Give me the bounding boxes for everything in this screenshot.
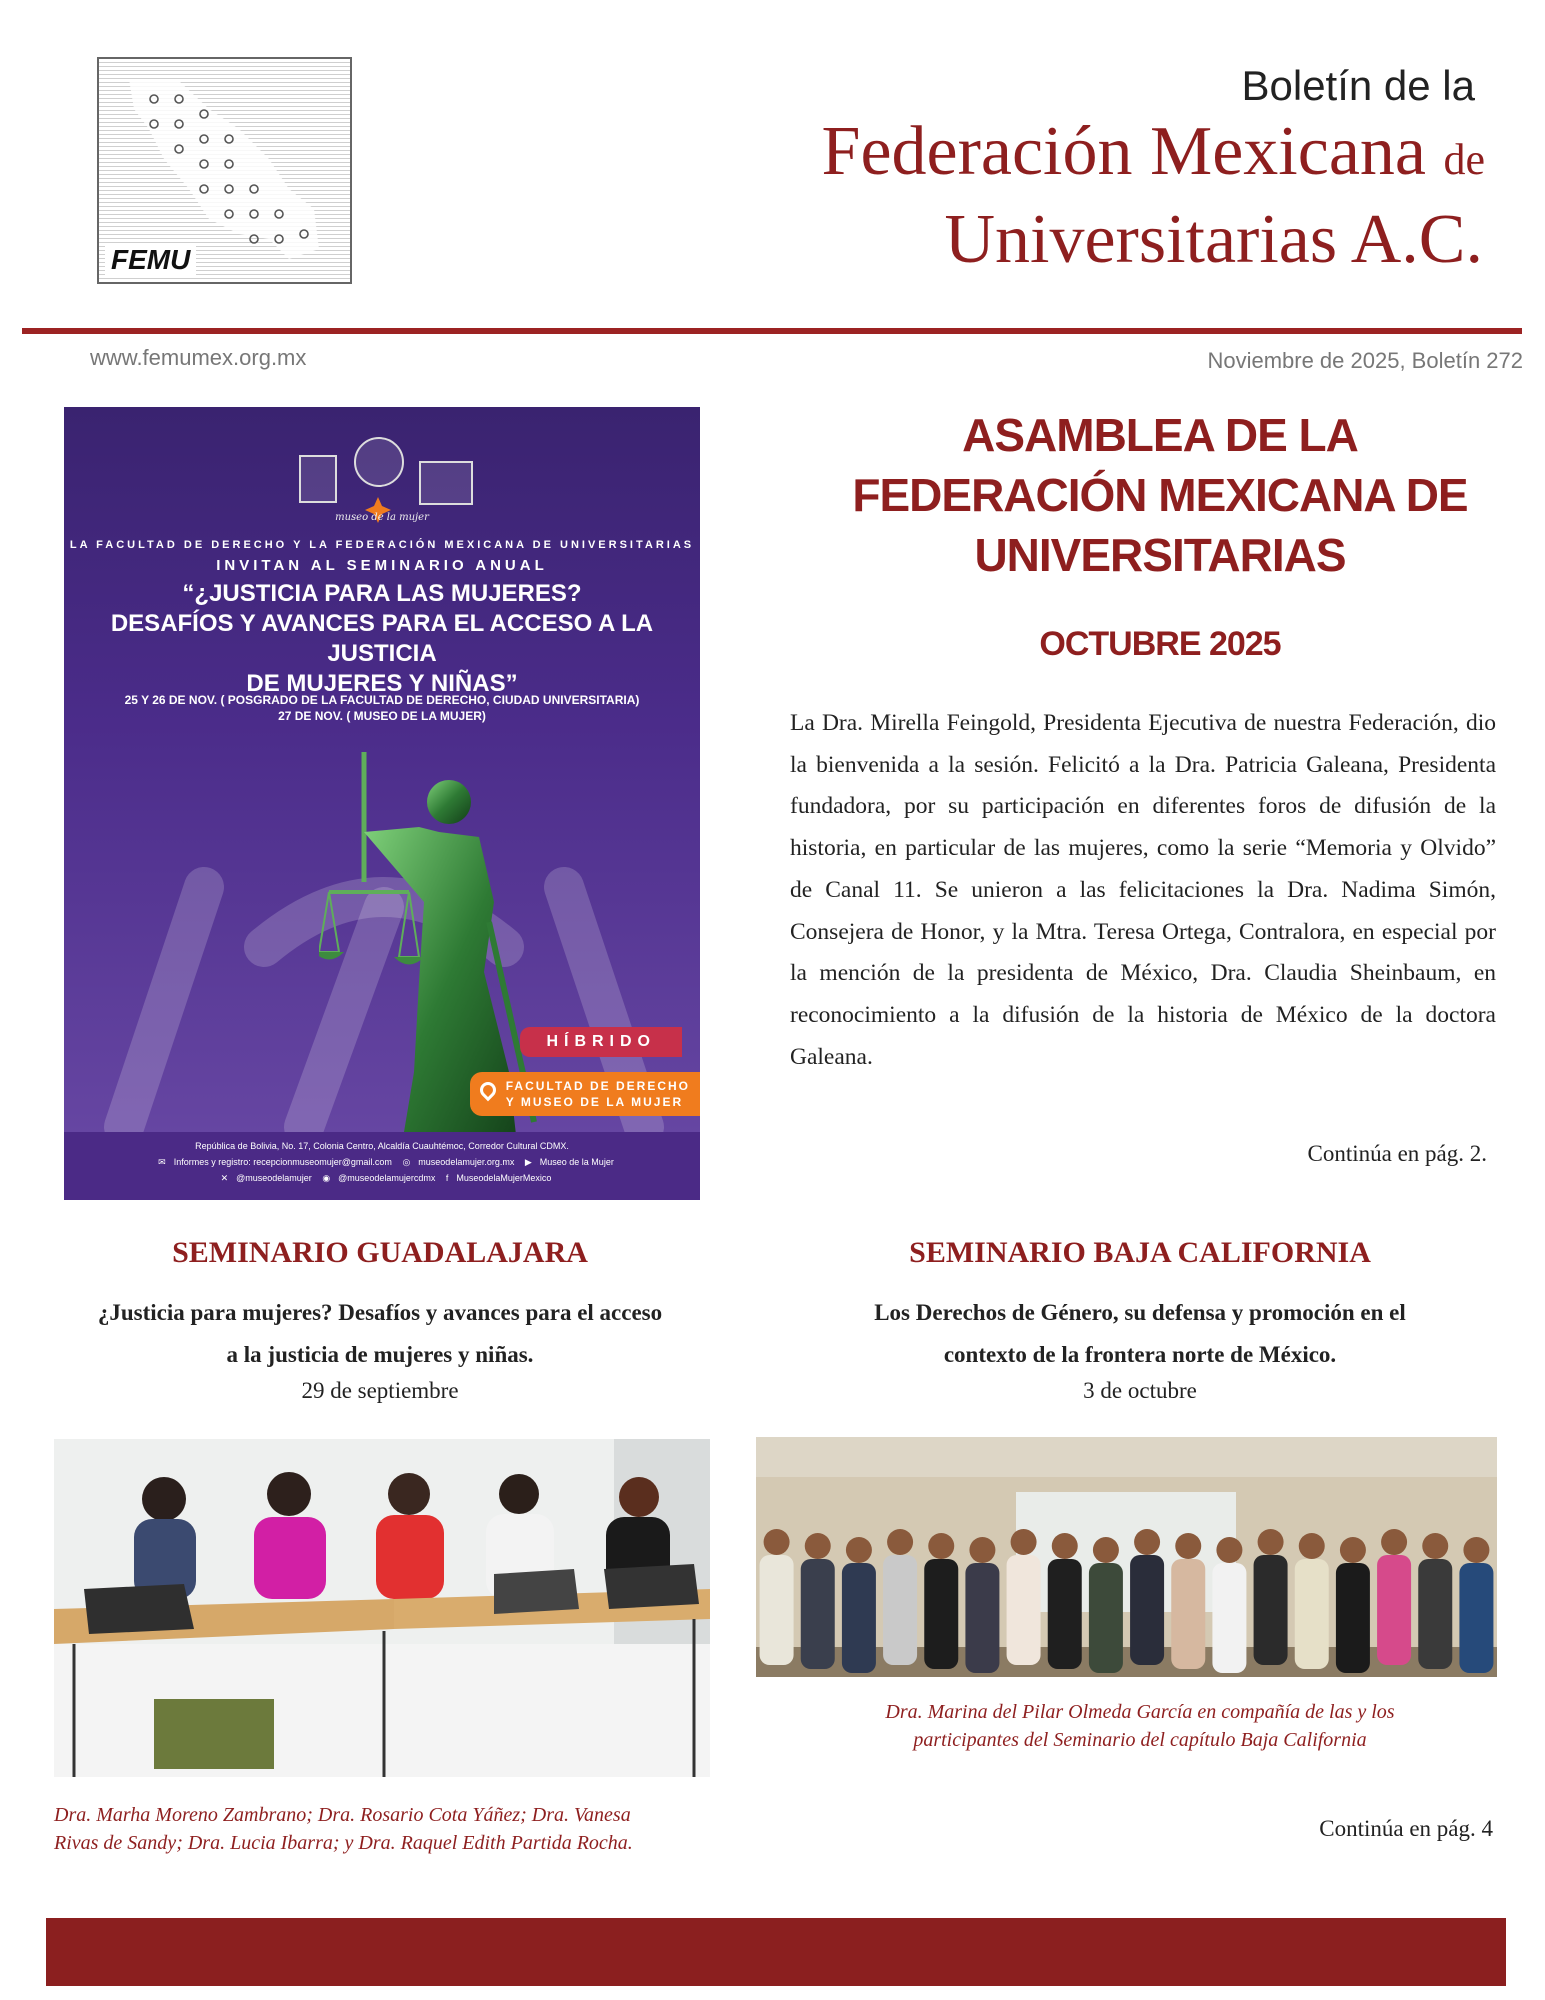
poster-invite-line1: LA FACULTAD DE DERECHO Y LA FEDERACIÓN MEXICANA DE UNIVERSITARIAS	[69, 539, 695, 551]
group-photo-image	[756, 1437, 1497, 1677]
seminar-gdl-photo	[54, 1439, 710, 1777]
email-icon: ✉	[158, 1157, 166, 1167]
seminar-gdl-caption-l2: Rivas de Sandy; Dra. Lucia Ibarra; y Dra. Raquel Edith Partida Rocha.	[54, 1832, 633, 1854]
hybrid-badge: HÍBRIDO	[520, 1027, 682, 1057]
seminar-bc-subtitle-l1: Los Derechos de Género, su defensa y promoción en el	[874, 1300, 1406, 1325]
seminar-bc-continue[interactable]: Continúa en pág. 4	[1319, 1816, 1493, 1841]
x-icon: ✕	[220, 1173, 229, 1183]
seminar-gdl-title: SEMINARIO GUADALAJARA	[172, 1236, 588, 1269]
header-title-line2: Universitarias A.C.	[944, 201, 1483, 278]
instagram-icon: ◉	[322, 1173, 331, 1183]
poster-title-l1: “¿JUSTICIA PARA LAS MUJERES?	[182, 580, 582, 607]
article-title-l3: UNIVERSITARIAS	[974, 529, 1346, 581]
header-title-line1	[822, 112, 1485, 192]
poster-title-l3: DE MUJERES Y NIÑAS”	[246, 670, 518, 697]
poster-title-l2: DESAFÍOS Y AVANCES PARA EL ACCESO A LA JUSTICIA	[110, 610, 654, 667]
web-icon: ◎	[402, 1157, 411, 1167]
article-title-l1: ASAMBLEA DE LA	[962, 409, 1358, 461]
poster-dates-l1: 25 Y 26 DE NOV. ( POSGRADO DE LA FACULTAD DE DERECHO, CIUDAD UNIVERSITARIA)	[124, 693, 640, 707]
seminar-gdl-subtitle	[40, 1292, 720, 1376]
youtube-icon: ▶	[524, 1157, 532, 1167]
femu-logo	[97, 57, 352, 284]
seminar-gdl-caption-l1: Dra. Marha Moreno Zambrano; Dra. Rosario Cota Yáñez; Dra. Vanesa	[54, 1804, 631, 1826]
seminar-bc-caption	[760, 1698, 1520, 1754]
poster-address: República de Bolivia, No. 17, Colonia Centro, Alcaldía Cuauhtémoc, Corredor Cultural CDMX.	[195, 1141, 569, 1151]
panel-photo-image	[54, 1439, 710, 1777]
shield-logo-icon	[299, 455, 337, 503]
seminar-bc-subtitle-l2: contexto de la frontera norte de México.	[943, 1342, 1337, 1367]
venue-line2: Y MUSEO DE LA MUJER	[505, 1095, 684, 1109]
header-title-de: de	[1443, 135, 1485, 184]
seminar-bc-caption-l1: Dra. Marina del Pilar Olmeda García en compañía de las y los	[885, 1701, 1395, 1723]
seminar-bc-date: 3 de octubre	[1083, 1378, 1197, 1403]
seminar-poster	[64, 407, 700, 1200]
footer-bar	[46, 1918, 1506, 1986]
poster-youtube[interactable]: Museo de la Mujer	[539, 1157, 614, 1167]
website-link[interactable]: www.femumex.org.mx	[90, 345, 307, 370]
unam-seal-icon	[354, 437, 404, 487]
seminar-gdl-subtitle-l2: a la justicia de mujeres y niñas.	[226, 1342, 534, 1367]
poster-social-ig[interactable]: @museodelamujercdmx	[338, 1173, 436, 1183]
location-pin-icon	[476, 1079, 499, 1102]
poster-dates-l2: 27 DE NOV. ( MUSEO DE LA MUJER)	[278, 709, 486, 723]
seminar-gdl-date: 29 de septiembre	[301, 1378, 459, 1403]
article-body: La Dra. Mirella Feingold, Presidenta Ejecutiva de nuestra Federación, dio la bienvenida a la sesión. Felicitó a la Dra. Patricia Galeana, Presidenta fundadora, por su participación en diferentes foros de difusión de la historia, en particular de las mujeres, como la serie “Memoria y Olvido” de Canal 11. Se unieron a las felicitaciones la Dra. Nadima Simón, Consejera de Honor, y la Mtra. Teresa Ortega, Contralora, en especial por la mención de la presidenta de México, Dra. Claudia Sheinbaum, en reconocimiento a la difusión de la historia de México de la doctora Galeana.	[790, 710, 1496, 1070]
poster-footer	[64, 1132, 700, 1200]
poster-contact[interactable]: Informes y registro: recepcionmuseomujer@gmail.com	[173, 1157, 392, 1167]
seminar-bc-title: SEMINARIO BAJA CALIFORNIA	[909, 1236, 1371, 1269]
header-subtitle: Boletín de la	[1241, 62, 1475, 109]
header-divider	[22, 328, 1522, 334]
poster-social-x[interactable]: @museodelamujer	[236, 1173, 312, 1183]
poster-dates	[64, 692, 700, 724]
poster-social-fb[interactable]: MuseodelaMujerMexico	[456, 1173, 552, 1183]
article-title	[805, 405, 1515, 585]
venue-badge	[470, 1072, 700, 1116]
seminar-bc-photo	[756, 1437, 1497, 1677]
article-continue[interactable]: Continúa en pág. 2.	[1307, 1141, 1487, 1166]
facebook-icon: f	[445, 1173, 449, 1183]
seminar-bc-caption-l2: participantes del Seminario del capítulo Baja California	[913, 1729, 1367, 1751]
issue-label: Noviembre de 2025, Boletín 272	[1207, 348, 1523, 373]
poster-web[interactable]: museodelamujer.org.mx	[418, 1157, 515, 1167]
mexico-map-icon	[119, 69, 329, 269]
article-date: OCTUBRE 2025	[1039, 625, 1281, 663]
header-title-federacion: Federación Mexicana	[821, 113, 1426, 190]
seminar-bc-subtitle	[760, 1292, 1520, 1376]
poster-title	[104, 579, 660, 699]
poster-invite-line2: INVITAN AL SEMINARIO ANUAL	[216, 557, 548, 574]
venue-line1: FACULTAD DE DERECHO	[505, 1079, 690, 1093]
article-title-l2: FEDERACIÓN MEXICANA DE	[852, 469, 1468, 521]
seminar-gdl-subtitle-l1: ¿Justicia para mujeres? Desafíos y avances para el acceso	[97, 1300, 663, 1325]
logo-text: FEMU	[105, 244, 196, 276]
seminar-gdl-caption	[54, 1801, 734, 1857]
poster-museo-label: museo de la mujer	[335, 512, 429, 523]
femu-small-logo-icon	[419, 461, 473, 505]
